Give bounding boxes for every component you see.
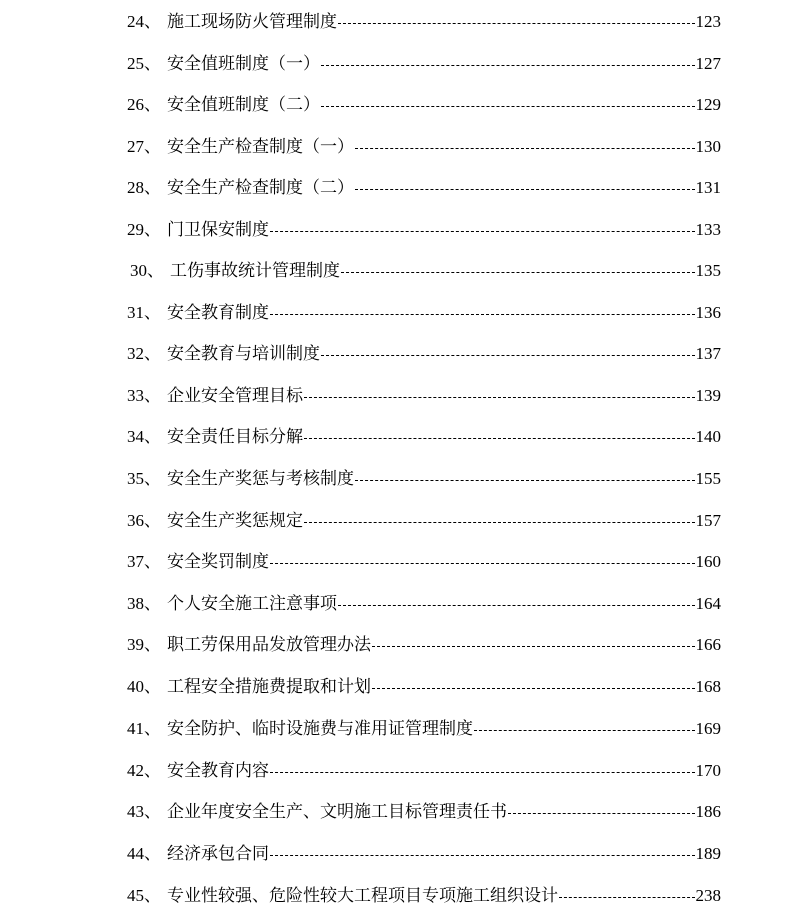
entry-title: 安全教育内容 [167, 761, 269, 781]
toc-entry[interactable] [127, 93, 721, 117]
entry-title: 个人安全施工注意事项 [167, 594, 337, 614]
toc-entry[interactable] [127, 52, 721, 76]
entry-page-number: 130 [695, 137, 721, 156]
entry-separator: 、 [144, 719, 161, 739]
entry-title: 安全教育与培训制度 [167, 344, 320, 364]
entry-separator: 、 [144, 635, 161, 655]
dot-leader [270, 562, 695, 564]
entry-title: 企业年度安全生产、文明施工目标管理责任书 [167, 802, 507, 822]
entry-page-number: 129 [695, 95, 721, 114]
entry-number: 33 [127, 386, 144, 405]
entry-separator: 、 [144, 344, 161, 364]
entry-separator: 、 [144, 95, 161, 115]
toc-entry[interactable] [127, 301, 721, 325]
entry-page-number: 136 [695, 303, 721, 322]
dot-leader [372, 687, 695, 689]
toc-entry[interactable] [127, 467, 721, 491]
entry-separator: 、 [144, 677, 161, 697]
entry-number: 37 [127, 552, 144, 571]
entry-separator: 、 [144, 761, 161, 781]
entry-page-number: 123 [695, 12, 721, 31]
entry-number: 42 [127, 761, 144, 780]
toc-entry[interactable] [127, 218, 721, 242]
toc-entry[interactable] [127, 384, 721, 408]
entry-separator: 、 [144, 802, 161, 822]
entry-page-number: 238 [695, 886, 721, 905]
entry-title: 安全生产检查制度（一） [167, 137, 354, 157]
entry-page-number: 135 [695, 261, 721, 280]
entry-separator: 、 [144, 469, 161, 489]
entry-separator: 、 [144, 303, 161, 323]
entry-title: 安全生产奖惩规定 [167, 511, 303, 531]
dot-leader [304, 521, 695, 523]
entry-title: 经济承包合同 [167, 844, 269, 864]
dot-leader [304, 396, 695, 398]
entry-page-number: 166 [695, 635, 721, 654]
entry-title: 门卫保安制度 [167, 220, 269, 240]
entry-page-number: 137 [695, 344, 721, 363]
dot-leader [270, 313, 695, 315]
entry-number: 40 [127, 677, 144, 696]
toc-entry[interactable] [127, 675, 721, 699]
entry-number: 26 [127, 95, 144, 114]
entry-title: 安全责任目标分解 [167, 427, 303, 447]
toc-entry[interactable] [127, 842, 721, 866]
entry-number: 38 [127, 594, 144, 613]
entry-number: 36 [127, 511, 144, 530]
dot-leader [508, 812, 695, 814]
entry-number: 44 [127, 844, 144, 863]
entry-number: 43 [127, 802, 144, 821]
entry-page-number: 170 [695, 761, 721, 780]
entry-number: 24 [127, 12, 144, 31]
entry-number: 32 [127, 344, 144, 363]
toc-entry[interactable] [127, 176, 721, 200]
dot-leader [321, 64, 695, 66]
entry-page-number: 189 [695, 844, 721, 863]
toc-entry[interactable] [127, 592, 721, 616]
dot-leader [321, 354, 695, 356]
entry-separator: 、 [144, 12, 161, 32]
entry-page-number: 133 [695, 220, 721, 239]
entry-page-number: 131 [695, 178, 721, 197]
entry-separator: 、 [144, 511, 161, 531]
entry-number: 34 [127, 427, 144, 446]
dot-leader [355, 147, 695, 149]
toc-entry[interactable] [127, 717, 721, 741]
dot-leader [341, 271, 695, 273]
toc-entry[interactable] [127, 550, 721, 574]
toc-entry[interactable] [127, 633, 721, 657]
entry-separator: 、 [144, 178, 161, 198]
entry-page-number: 127 [695, 54, 721, 73]
entry-title: 专业性较强、危险性较大工程项目专项施工组织设计 [167, 886, 558, 906]
entry-page-number: 168 [695, 677, 721, 696]
entry-separator: 、 [147, 261, 164, 281]
entry-number: 30 [130, 261, 147, 280]
entry-number: 39 [127, 635, 144, 654]
entry-separator: 、 [144, 386, 161, 406]
entry-number: 27 [127, 137, 144, 156]
toc-entry[interactable] [127, 509, 721, 533]
dot-leader [270, 230, 695, 232]
entry-title: 安全奖罚制度 [167, 552, 269, 572]
entry-number: 45 [127, 886, 144, 905]
entry-page-number: 157 [695, 511, 721, 530]
entry-page-number: 160 [695, 552, 721, 571]
entry-page-number: 140 [695, 427, 721, 446]
entry-number: 28 [127, 178, 144, 197]
entry-page-number: 164 [695, 594, 721, 613]
entry-number: 29 [127, 220, 144, 239]
entry-separator: 、 [144, 594, 161, 614]
entry-separator: 、 [144, 427, 161, 447]
entry-title: 工程安全措施费提取和计划 [167, 677, 371, 697]
dot-leader [355, 188, 695, 190]
entry-page-number: 155 [695, 469, 721, 488]
toc-entry[interactable] [130, 259, 721, 283]
entry-page-number: 186 [695, 802, 721, 821]
entry-title: 安全值班制度（一） [167, 54, 320, 74]
entry-title: 安全生产检查制度（二） [167, 178, 354, 198]
entry-title: 职工劳保用品发放管理办法 [167, 635, 371, 655]
entry-page-number: 169 [695, 719, 721, 738]
entry-separator: 、 [144, 552, 161, 572]
entry-separator: 、 [144, 886, 161, 906]
dot-leader [474, 729, 695, 731]
toc-entry[interactable] [127, 135, 721, 159]
dot-leader [321, 105, 695, 107]
entry-separator: 、 [144, 220, 161, 240]
entry-title: 工伤事故统计管理制度 [170, 261, 340, 281]
toc-entry[interactable] [127, 425, 721, 449]
toc-entry[interactable] [127, 884, 721, 908]
entry-number: 25 [127, 54, 144, 73]
toc-entry[interactable] [127, 800, 721, 824]
dot-leader [270, 771, 695, 773]
dot-leader [355, 479, 695, 481]
entry-title: 安全生产奖惩与考核制度 [167, 469, 354, 489]
toc-entry[interactable] [127, 342, 721, 366]
toc-entry[interactable] [127, 759, 721, 783]
dot-leader [372, 645, 695, 647]
dot-leader [559, 896, 695, 898]
entry-title: 安全教育制度 [167, 303, 269, 323]
entry-separator: 、 [144, 844, 161, 864]
dot-leader [338, 22, 695, 24]
entry-title: 企业安全管理目标 [167, 386, 303, 406]
entry-separator: 、 [144, 137, 161, 157]
entry-separator: 、 [144, 54, 161, 74]
entry-page-number: 139 [695, 386, 721, 405]
entry-number: 35 [127, 469, 144, 488]
dot-leader [304, 437, 695, 439]
dot-leader [338, 604, 695, 606]
entry-number: 41 [127, 719, 144, 738]
entry-number: 31 [127, 303, 144, 322]
entry-title: 安全值班制度（二） [167, 95, 320, 115]
dot-leader [270, 854, 695, 856]
toc-entry[interactable] [127, 10, 721, 34]
entry-title: 安全防护、临时设施费与准用证管理制度 [167, 719, 473, 739]
entry-title: 施工现场防火管理制度 [167, 12, 337, 32]
